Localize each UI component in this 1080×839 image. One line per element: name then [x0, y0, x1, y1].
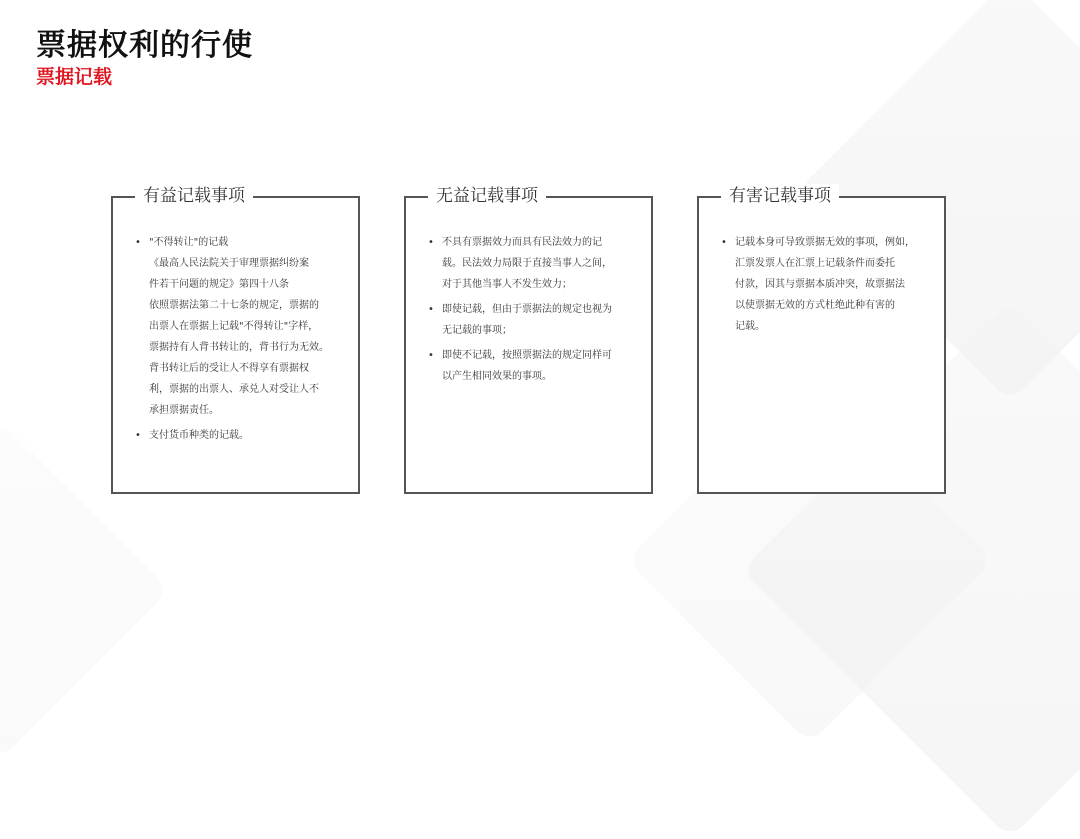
list-item: [135, 232, 344, 421]
list-item: [135, 425, 344, 446]
list-item-line: • "不得转让"的记载: [149, 237, 229, 248]
list-item-line: 对于其他当事人不发生效力；: [442, 279, 572, 290]
list-item-line: • 即使不记载，按照票据法的规定同样可: [442, 350, 612, 361]
list-item-line: 背书转让后的受让人不得享有票据权: [149, 363, 309, 374]
list-item-line: 以产生相同效果的事项。: [442, 371, 552, 382]
list-item-line: 承担票据责任。: [149, 405, 219, 416]
list-item: [428, 299, 637, 341]
list-item: [428, 232, 637, 295]
harmful-items-card: [697, 186, 946, 494]
list-item-line: 记载。: [735, 321, 765, 332]
list-item-line: • 即使记载，但由于票据法的规定也视为: [442, 304, 612, 315]
list-item-line: • 记载本身可导致票据无效的事项，例如，: [735, 237, 915, 248]
page-title: 票据权利的行使: [36, 28, 253, 63]
bullet-list: [428, 232, 637, 391]
list-item-line: 无记载的事项；: [442, 325, 512, 336]
useless-items-card: [404, 186, 653, 494]
list-item-line: • 支付货币种类的记载。: [149, 430, 249, 441]
beneficial-items-card: [111, 186, 360, 494]
list-item-line: 以使票据无效的方式杜绝此种有害的: [735, 300, 895, 311]
list-item: [721, 232, 930, 337]
list-item-line: 汇票发票人在汇票上记载条件而委托: [735, 258, 895, 269]
list-item: [428, 345, 637, 387]
card-title: 无益记载事项: [428, 184, 546, 208]
list-item-line: 利，票据的出票人、承兑人对受让人不: [149, 384, 319, 395]
card-title: 有益记载事项: [135, 184, 253, 208]
list-item-line: 票据持有人背书转让的，背书行为无效。: [149, 342, 329, 353]
list-item-line: 依照票据法第二十七条的规定，票据的: [149, 300, 319, 311]
card-title: 有害记载事项: [721, 184, 839, 208]
list-item-line: 付款，因其与票据本质冲突，故票据法: [735, 279, 905, 290]
list-item-line: 出票人在票据上记载"不得转让"字样，: [149, 321, 319, 332]
list-item-line: 载。民法效力局限于直接当事人之间，: [442, 258, 612, 269]
list-item-line: • 不具有票据效力而具有民法效力的记: [442, 237, 602, 248]
page-subtitle: 票据记载: [36, 66, 113, 88]
list-item-line: 《最高人民法院关于审理票据纠纷案: [149, 258, 309, 269]
bullet-list: [135, 232, 344, 450]
list-item-line: 件若干问题的规定》第四十八条: [149, 279, 289, 290]
bullet-list: [721, 232, 930, 341]
